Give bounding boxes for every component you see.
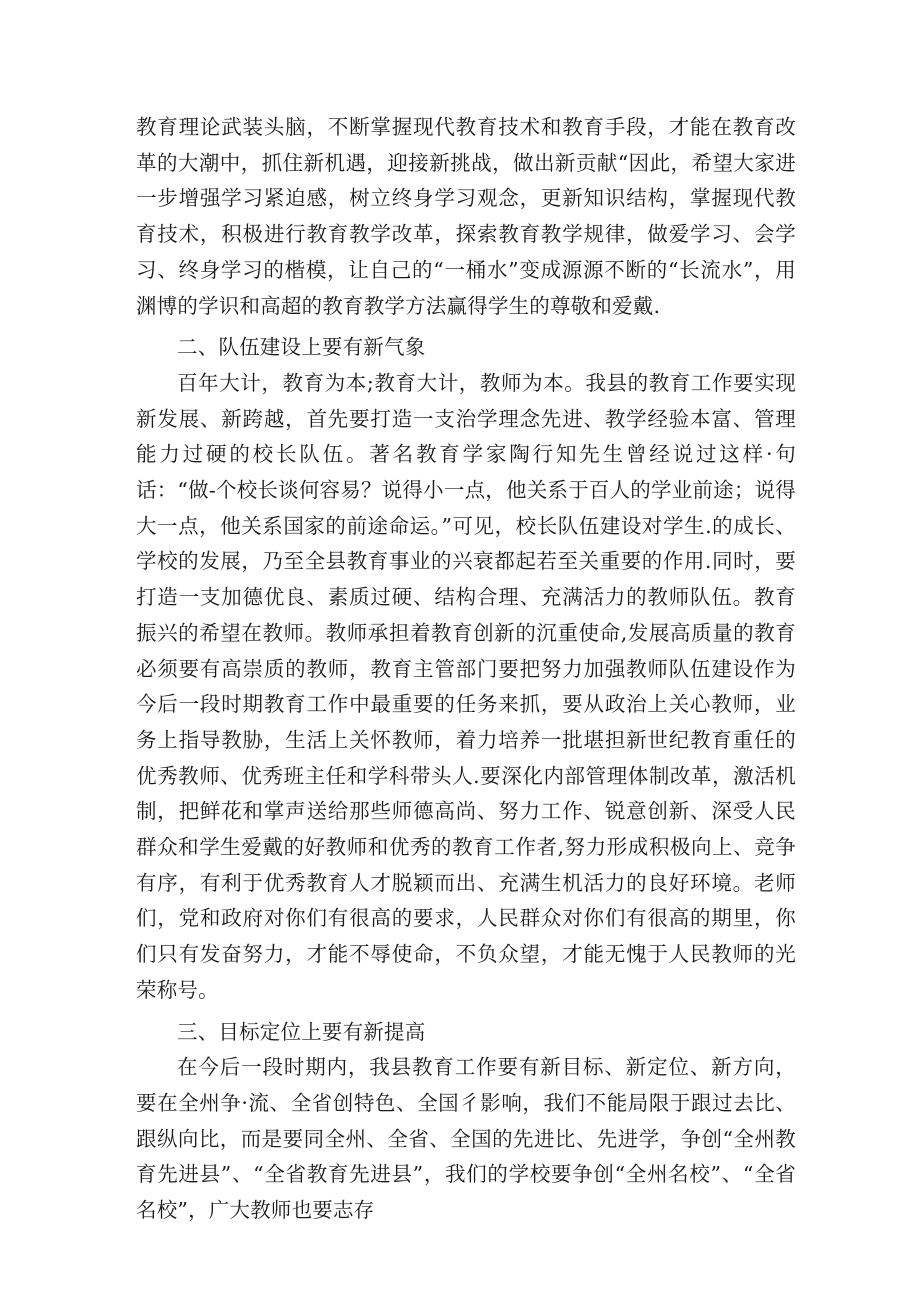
section-heading-goal-positioning: 三、目标定位上要有新提高 [177, 1019, 426, 1044]
paragraph-continuation: 教育理论武装头脑，不断掌握现代教育技术和教育手段，才能在教育改革的大潮中，抓住新机遇，迎接新挑战，做出新贡献“因此，希望大家进一步增强学习紧迫感，树立终身学习观念，更新知识结构，掌握现代教育技术，积极进行教育教学改革，探索教育教学规律，做爱学习、会学习、终身学习的楷模，让自己的“一桶水”变成源源不断的“长流水”，用渊博的学识和高超的教育教学方法赢得学生的尊敬和爱戴. [136, 115, 796, 318]
document-body [136, 110, 796, 1229]
paragraph-goal-positioning: 在今后一段时期内，我县教育工作要有新目标、新定位、新方向，要在全州争·流、全省创特色、全国彳影响，我们不能局限于跟过去比、跟纵向比，而是要同全州、全省、全国的先进比、先进学，争创“全州教育先进县”、“全省教育先进县”，我们的学校要争创“全州名校”、“全省名校”，广大教师也要志存 [136, 1055, 796, 1223]
paragraph-team-building: 百年大计，教育为本;教育大计，教师为本。我县的教育工作要实现新发展、新跨越，首先要打造一支治学理念先进、教学经验本富、管理能力过硬的校长队伍。著名教育学家陶行知先生曾经说过这样·句话：“做-个校长谈何容易？说得小一点，他关系于百人的学业前途；说得大一点，他关系国家的前途命运。”可见，校长队伍建设对学生.的成长、学校的发展，乃至全县教育事业的兴衰都起若至关重要的作用.同时，要打造一支加德优良、素质过硬、结构合理、充满活力的教师队伍。教育振兴的希望在教师。教师承担着教育创新的沉重使命,发展高质量的教育必须要有高崇质的教师，教育主管部门要把努力加强教师队伍建设作为今后一段时期教育工作中最重要的任务来抓，要从政治上关心教师，业务上指导教胁，生活上关怀教师，着力培养一批堪担新世纪教育重任的优秀教师、优秀班主任和学科带头人.要深化内部管理体制改革，激活机制，把鲜花和掌声送给那些师德高尚、努力工作、锐意创新、深受人民群众和学生爱戴的好教师和优秀的教育工作者,努力形成积极向上、竞争有序，有利于优秀教育人才脱颖而出、充满生机活力的良好环境。老师们，党和政府对你们有很高的要求，人民群众对你们有很高的期里，你们只有发奋努力，才能不辱使命，不负众望，才能无愧于人民教师的光荣称号。 [136, 370, 796, 1002]
section-heading-team-building: 二、队伍建设上要有新气象 [177, 335, 426, 360]
